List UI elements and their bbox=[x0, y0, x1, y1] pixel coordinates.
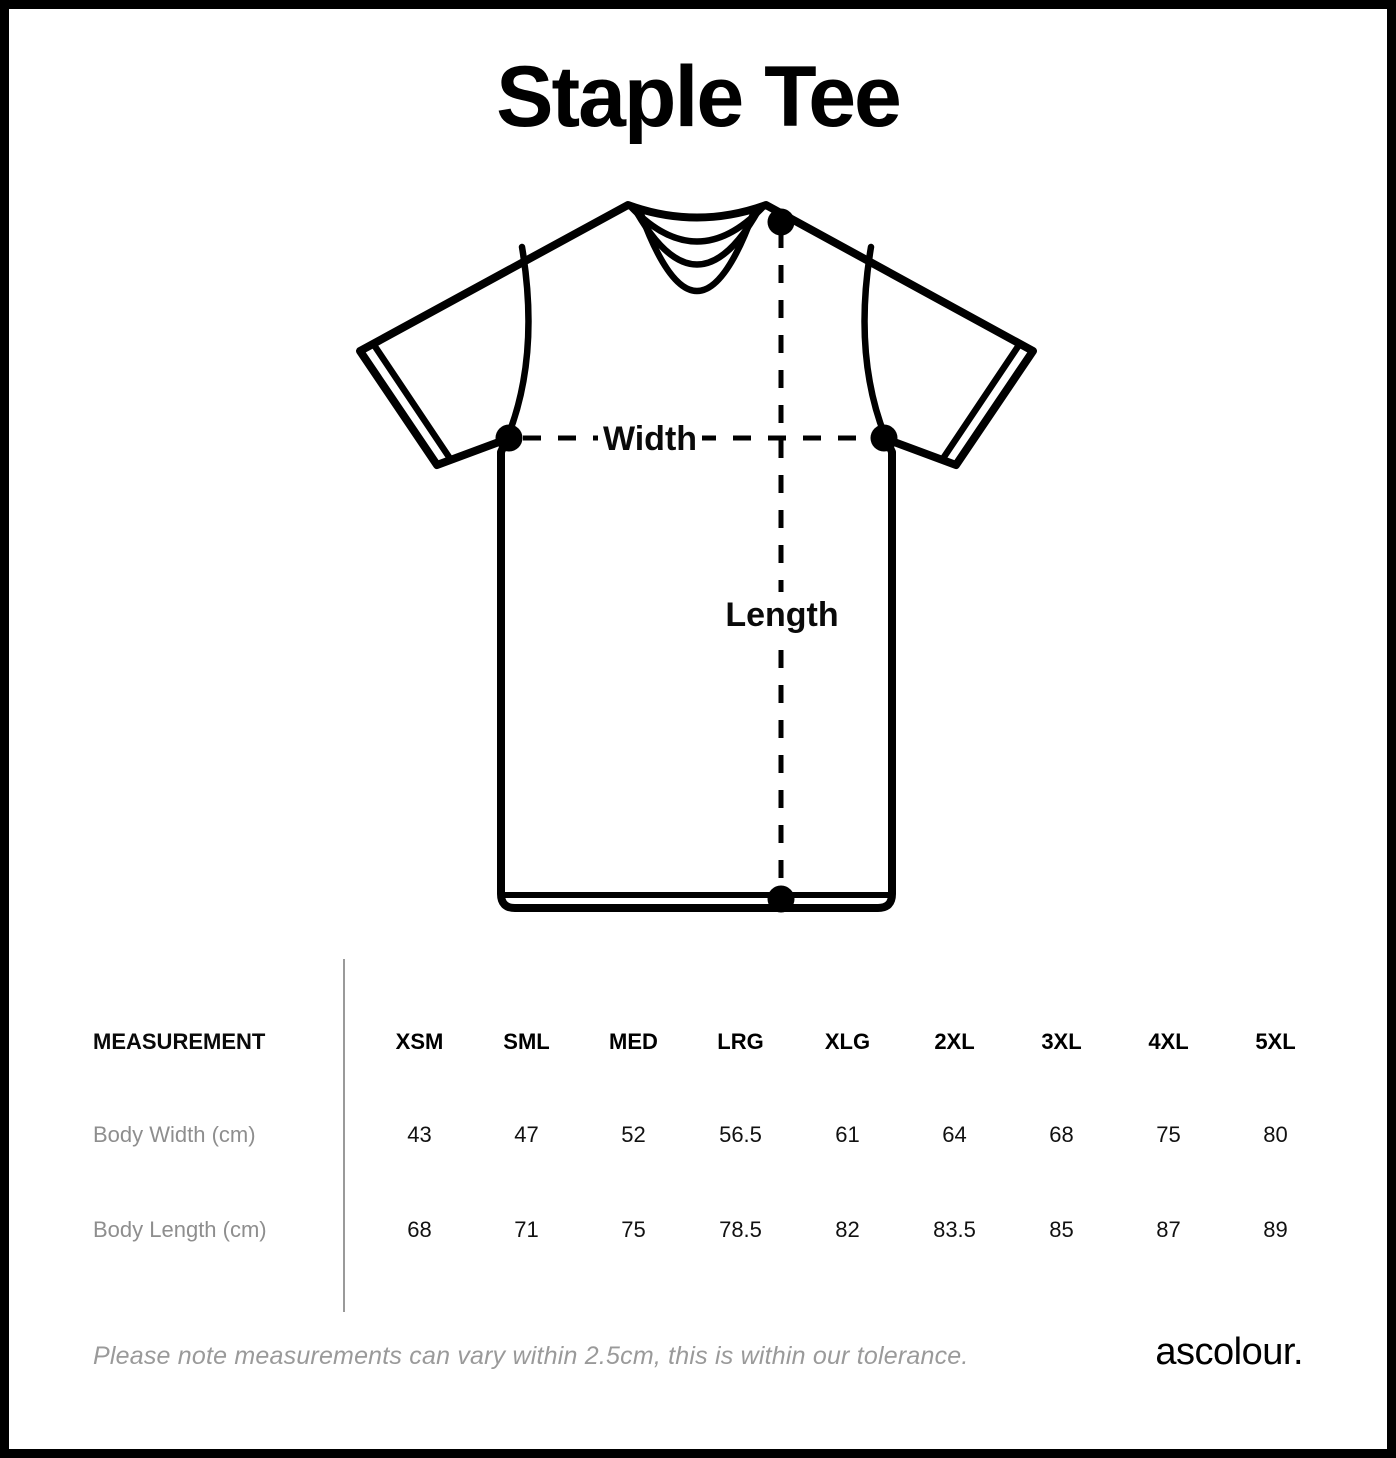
body-width-xlg: 61 bbox=[835, 1122, 860, 1147]
body-length-2xl: 83.5 bbox=[933, 1217, 976, 1242]
body-width-values bbox=[366, 1120, 1329, 1150]
brand-logo: ascolour. bbox=[1155, 1331, 1303, 1373]
body-width-5xl: 80 bbox=[1263, 1122, 1288, 1147]
body-length-values bbox=[366, 1215, 1329, 1245]
row-label-body-length: Body Length (cm) bbox=[93, 1217, 267, 1242]
body-length-sml: 71 bbox=[514, 1217, 539, 1242]
body-width-med: 52 bbox=[621, 1122, 646, 1147]
tolerance-note: Please note measurements can vary within 2.5cm, this is within our tolerance. bbox=[93, 1342, 969, 1370]
width-label: Width bbox=[602, 420, 698, 458]
size-headers bbox=[366, 1027, 1329, 1057]
size-header-xlg: XLG bbox=[824, 1029, 871, 1054]
body-length-xsm: 68 bbox=[407, 1217, 432, 1242]
body-length-4xl: 87 bbox=[1156, 1217, 1181, 1242]
length-label: Length bbox=[725, 596, 839, 634]
body-length-5xl: 89 bbox=[1263, 1217, 1288, 1242]
measurement-header: MEASUREMENT bbox=[93, 1029, 266, 1054]
size-header-5xl: 5XL bbox=[1255, 1029, 1296, 1054]
body-width-lrg: 56.5 bbox=[719, 1122, 762, 1147]
body-width-4xl: 75 bbox=[1156, 1122, 1181, 1147]
table-row-body-width bbox=[93, 1120, 1329, 1150]
body-width-3xl: 68 bbox=[1049, 1122, 1074, 1147]
body-width-xsm: 43 bbox=[407, 1122, 432, 1147]
body-width-2xl: 64 bbox=[942, 1122, 967, 1147]
table-row-body-length bbox=[93, 1215, 1329, 1245]
size-header-2xl: 2XL bbox=[934, 1029, 975, 1054]
table-header-row bbox=[93, 1027, 1329, 1057]
row-label-body-width: Body Width (cm) bbox=[93, 1122, 256, 1147]
body-length-xlg: 82 bbox=[835, 1217, 860, 1242]
body-length-lrg: 78.5 bbox=[719, 1217, 762, 1242]
size-header-med: MED bbox=[609, 1029, 658, 1054]
page-title: Staple Tee bbox=[496, 49, 900, 145]
size-header-sml: SML bbox=[503, 1029, 550, 1054]
body-length-med: 75 bbox=[621, 1217, 646, 1242]
size-header-4xl: 4XL bbox=[1148, 1029, 1189, 1054]
size-header-xsm: XSM bbox=[395, 1029, 444, 1054]
body-width-sml: 47 bbox=[514, 1122, 539, 1147]
size-header-lrg: LRG bbox=[717, 1029, 764, 1054]
size-header-3xl: 3XL bbox=[1041, 1029, 1082, 1054]
tshirt-outline bbox=[360, 205, 1033, 908]
body-length-3xl: 85 bbox=[1049, 1217, 1074, 1242]
